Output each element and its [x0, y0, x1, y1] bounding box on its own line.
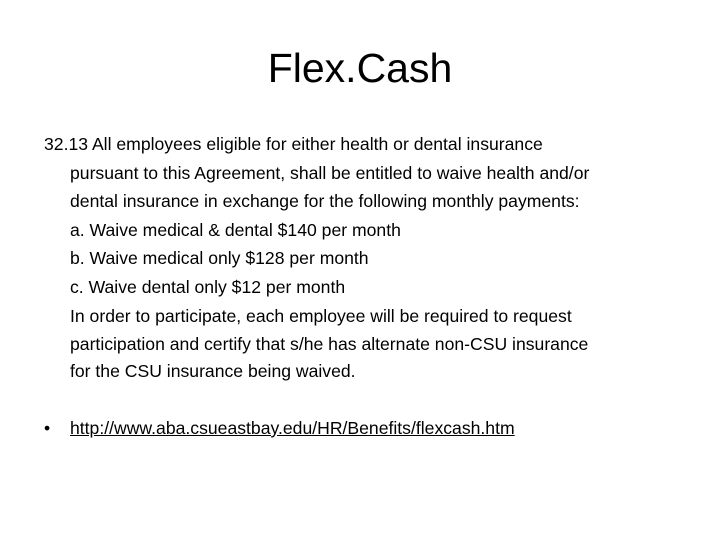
paragraph-line: 32.13 All employees eligible for either health or dental insurance [44, 134, 543, 154]
agreement-paragraph [44, 130, 684, 384]
flexcash-link[interactable]: http://www.aba.csueastbay.edu/HR/Benefits/flexcash.htm [70, 418, 515, 438]
paragraph-line: pursuant to this Agreement, shall be entitled to waive health and/or [70, 162, 590, 183]
link-bullet-item [44, 414, 515, 442]
participation-line: In order to participate, each employee will be required to request [70, 305, 572, 326]
payment-option-b: b. Waive medical only $128 per month [70, 248, 369, 269]
payment-option-c: c. Waive dental only $12 per month [70, 276, 346, 297]
participation-line: participation and certify that s/he has alternate non-CSU insurance [70, 334, 589, 355]
participation-line: for the CSU insurance being waived. [70, 360, 356, 381]
paragraph-line: dental insurance in exchange for the following monthly payments: [70, 191, 580, 212]
bullet-icon: • [44, 418, 51, 438]
slide-title: Flex.Cash [267, 45, 453, 91]
payment-option-a: a. Waive medical & dental $140 per month [70, 219, 401, 240]
